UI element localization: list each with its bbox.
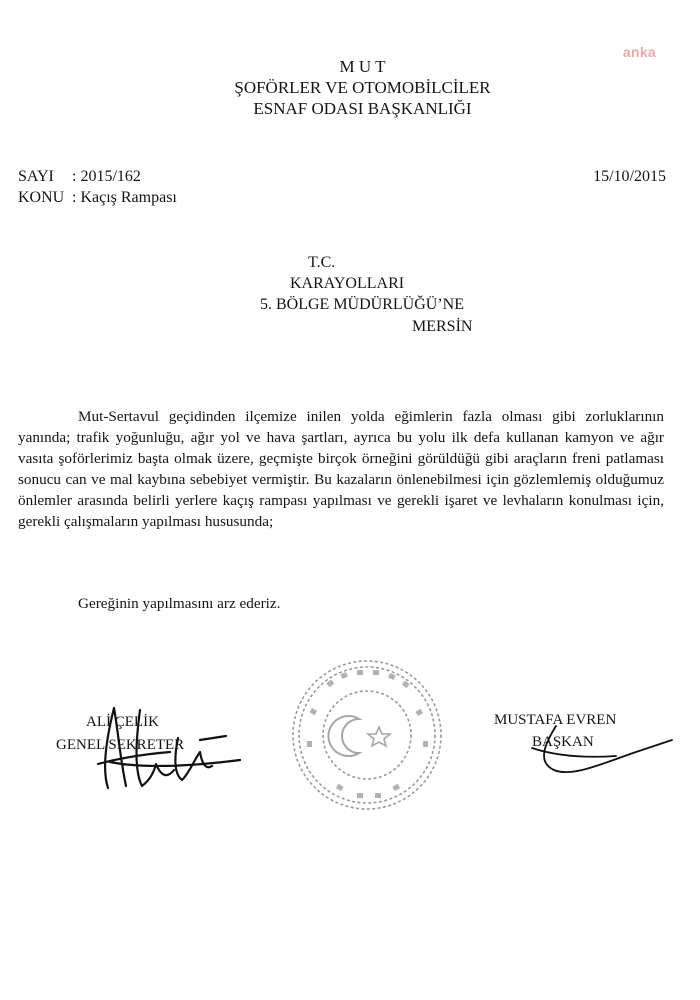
signature-block-right <box>476 712 676 802</box>
handwritten-signature-right <box>476 712 676 802</box>
letterhead-line-3: ESNAF ODASI BAŞKANLIĞI <box>253 99 472 118</box>
letterhead-line-2: ŞOFÖRLER VE OTOMOBİLCİLER <box>234 78 491 97</box>
watermark: anka <box>622 44 656 60</box>
reference-subject-value: : Kaçış Rampası <box>72 189 177 206</box>
reference-number-value: : 2015/162 <box>72 168 141 185</box>
reference-subject-label: KONU <box>18 189 65 206</box>
signatory-left-title: GENEL SEKRETER <box>56 737 185 753</box>
document-date: 15/10/2015 <box>593 168 666 185</box>
signatory-right-title: BAŞKAN <box>532 734 594 750</box>
official-seal-stamp <box>287 655 447 815</box>
body-paragraph: Mut-Sertavul geçidinden ilçemize inilen yolda eğimlerin fazla olması gibi zorluklarının yanında; trafik yoğunluğu, ağır yol ve hava şartları, ayrıca bu yolu ilk defa kullanan kamyon ve ağır vasıta şoförlerimiz başta olmak üzere, geçmişte birçok örneğini görüldüğü gibi araçların freni patlaması sonucu can ve mal kaybına sebebiyet vermiştir. Bu kazaların önlenebilmesi için gözlemlemiş olduğumuz önlemler arasında belirli yerlere kaçış rampası yapılması ve gerekli işaret ve levhaların konulması için, gerekli çalışmaların yapılması hususunda; <box>18 408 664 530</box>
letterhead-line-1: M U T <box>339 57 386 76</box>
recipient-line-2: KARAYOLLARI <box>290 275 405 292</box>
letterhead <box>0 56 700 119</box>
recipient-line-1: T.C. <box>308 254 336 271</box>
signatory-right-name: MUSTAFA EVREN <box>494 712 617 728</box>
recipient-line-4: MERSİN <box>412 318 473 335</box>
closing-sentence: Gereğinin yapılmasını arz ederiz. <box>78 595 281 612</box>
handwritten-signature-left <box>50 700 250 800</box>
reference-subject <box>18 189 177 207</box>
letter-body <box>18 406 664 532</box>
reference-number <box>18 168 141 186</box>
signature-block-left <box>50 700 250 800</box>
recipient-line-3: 5. BÖLGE MÜDÜRLÜĞÜ’NE <box>260 296 464 313</box>
signatory-left-name: ALİ ÇELİK <box>86 714 159 730</box>
reference-number-label: SAYI <box>18 168 54 185</box>
